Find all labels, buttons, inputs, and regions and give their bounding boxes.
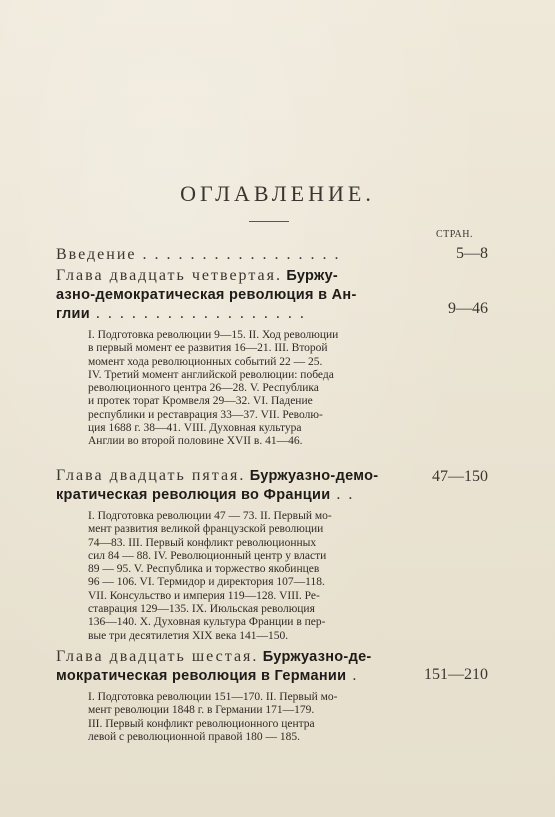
chapter-title: Буржуазно-де- <box>258 649 372 665</box>
contents-line: ция 1688 г. 38—41. VIII. Духовная культура <box>88 422 302 435</box>
chapter-contents <box>88 691 448 744</box>
contents-line: I. Подготовка революции 9—15. II. Ход революции <box>88 329 339 341</box>
page-column-header: СТРАН. <box>436 229 474 240</box>
toc-entry-line <box>56 466 488 485</box>
toc-entry-line <box>56 304 488 323</box>
chapter-title: глии <box>56 306 90 322</box>
contents-line: VII. Консульство и империя 119—128. VIII. Ре- <box>88 589 320 602</box>
chapter-number: Глава двадцать четвертая. <box>56 267 282 284</box>
toc-entry-pages: 47—150 <box>432 468 488 485</box>
contents-line: мент развития великой французской революции <box>88 523 324 536</box>
chapter-title: Буржуазно-демо- <box>245 468 379 484</box>
toc-entry-line <box>56 266 488 285</box>
chapter-title: азно-демократическая революция в Ан- <box>56 287 357 303</box>
contents-line: 74—83. III. Первый конфликт революционных <box>88 536 317 549</box>
contents-line: 96 — 106. VI. Термидор и директория 107—118. <box>88 576 325 589</box>
leader-dots: . . . . . . . . . . . . . . . . . <box>136 246 341 263</box>
toc-entry-line <box>56 647 488 666</box>
contents-line: ставрация 129—135. IX. Июльская революция <box>88 603 315 616</box>
chapter-title: Буржу- <box>281 268 339 284</box>
toc-entry-line <box>56 245 488 264</box>
contents-line: в первый момент ее развития 16—21. III. Второй <box>88 342 328 355</box>
contents-line: I. Подготовка революции 151—170. II. Первый мо- <box>88 691 338 703</box>
toc-entry-pages: 151—210 <box>424 666 488 683</box>
chapter-title: кратическая революция во Франции <box>56 487 331 503</box>
toc-entry-chapter-25 <box>56 466 488 643</box>
contents-line: момент хода революционных событий 22 — 25. <box>88 355 323 368</box>
title-divider <box>249 221 289 222</box>
toc-entry-introduction <box>56 245 488 264</box>
contents-line: IV. Третий момент английской революции: победа <box>88 368 334 381</box>
contents-line: вые три десятилетия XIX века 141—150. <box>88 629 289 642</box>
chapter-contents <box>88 510 448 643</box>
contents-line: 89 — 95. V. Республика и торжество якобинцев <box>88 563 320 576</box>
contents-line: мент революции 1848 г. в Германии 171—179. <box>88 704 315 717</box>
chapter-number: Глава двадцать шестая. <box>56 648 259 665</box>
contents-line: левой с революционной правой 180 — 185. <box>88 730 300 743</box>
contents-line: 136—140. X. Духовная культура Франции в пер- <box>88 616 326 629</box>
toc-entry-title: Введение <box>56 246 137 263</box>
contents-line: сил 84 — 88. IV. Революционный центр у власти <box>88 549 327 562</box>
contents-line: и протек торат Кромвеля 29—32. VI. Падение <box>88 395 313 408</box>
leader-dots: . <box>346 667 359 684</box>
contents-line: III. Первый конфликт революционного центра <box>88 717 315 730</box>
contents-line: республики и реставрация 33—37. VII. Револю- <box>88 408 323 421</box>
leader-dots: . . . . . . . . . . . . . . . . . . <box>89 305 306 322</box>
toc-entry-chapter-24 <box>56 266 488 449</box>
chapter-contents <box>88 329 448 449</box>
page-title: ОГЛАВЛЕНИЕ. <box>180 181 375 206</box>
toc-entry-pages: 9—46 <box>448 300 488 317</box>
contents-line: Англии во второй половине XVII в. 41—46. <box>88 435 303 448</box>
contents-line: I. Подготовка революции 47 — 73. II. Первый мо- <box>88 510 332 522</box>
toc-entry-chapter-26 <box>56 647 488 744</box>
chapter-title: мократическая революция в Германии <box>56 668 347 684</box>
toc-entry-line <box>56 285 488 304</box>
chapter-number: Глава двадцать пятая. <box>56 467 246 484</box>
toc-entry-pages: 5—8 <box>456 245 488 262</box>
contents-line: революционного центра 26—28. V. Республика <box>88 382 319 395</box>
leader-dots: . . <box>330 486 355 503</box>
toc-entry-line <box>56 485 488 504</box>
